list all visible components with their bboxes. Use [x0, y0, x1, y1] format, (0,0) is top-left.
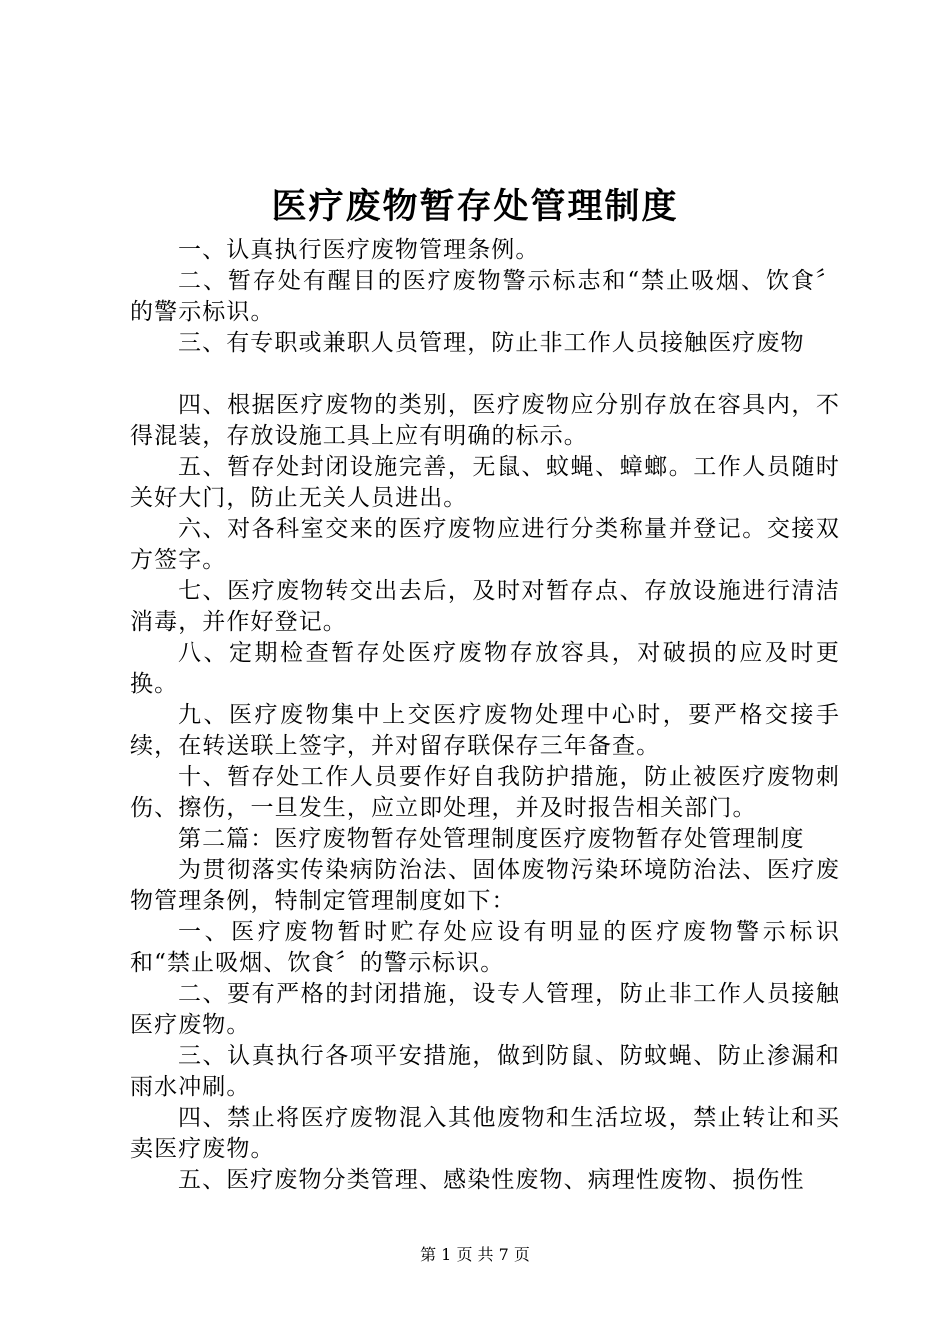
paragraph: 三、有专职或兼职人员管理，防止非工作人员接触医疗废物 [178, 330, 805, 356]
paragraph: 为贯彻落实传染病防治法、固体废物污染环境防治法、医疗废物管理条例，特制定管理制度如下： [130, 857, 840, 914]
paragraph: 九、医疗废物集中上交医疗废物处理中心时，要严格交接手续，在转送联上签字，并对留存联保存三年备查。 [130, 702, 840, 759]
paragraph: 一、医疗废物暂时贮存处应设有明显的医疗废物警示标识和“禁止吸烟、饮食〞的警示标识。 [130, 919, 840, 976]
paragraph: 三、认真执行各项平安措施，做到防鼠、防蚊蝇、防止渗漏和雨水冲刷。 [130, 1043, 840, 1100]
paragraph: 十、暂存处工作人员要作好自我防护措施，防止被医疗废物刺伤、擦伤，一旦发生，应立即处理，并及时报告相关部门。 [130, 764, 840, 821]
paragraph: 五、暂存处封闭设施完善，无鼠、蚊蝇、蟑螂。工作人员随时关好大门，防止无关人员进出。 [130, 454, 840, 511]
paragraph: 二、暂存处有醒目的医疗废物警示标志和“禁止吸烟、饮食〞的警示标识。 [130, 268, 840, 325]
document-body [130, 235, 840, 1196]
paragraph: 六、对各科室交来的医疗废物应进行分类称量并登记。交接双方签字。 [130, 516, 840, 573]
document-title: 医疗废物暂存处管理制度 [271, 186, 679, 227]
page-number-footer: 第 1 页 共 7 页 [420, 1245, 530, 1264]
paragraph: 二、要有严格的封闭措施，设专人管理，防止非工作人员接触医疗废物。 [130, 981, 840, 1038]
paragraph: 四、禁止将医疗废物混入其他废物和生活垃圾，禁止转让和买卖医疗废物。 [130, 1105, 840, 1162]
paragraph: 五、医疗废物分类管理、感染性废物、病理性废物、损伤性 [178, 1167, 805, 1193]
paragraph: 一、认真执行医疗废物管理条例。 [178, 237, 540, 263]
paragraph: 四、根据医疗废物的类别，医疗废物应分别存放在容具内，不得混装，存放设施工具上应有明确的标示。 [130, 392, 840, 449]
paragraph: 七、医疗废物转交出去后，及时对暂存点、存放设施进行清洁消毒，并作好登记。 [130, 578, 840, 635]
section-heading: 第二篇：医疗废物暂存处管理制度医疗废物暂存处管理制度 [178, 826, 805, 852]
paragraph: 八、定期检查暂存处医疗废物存放容具，对破损的应及时更换。 [130, 640, 840, 697]
